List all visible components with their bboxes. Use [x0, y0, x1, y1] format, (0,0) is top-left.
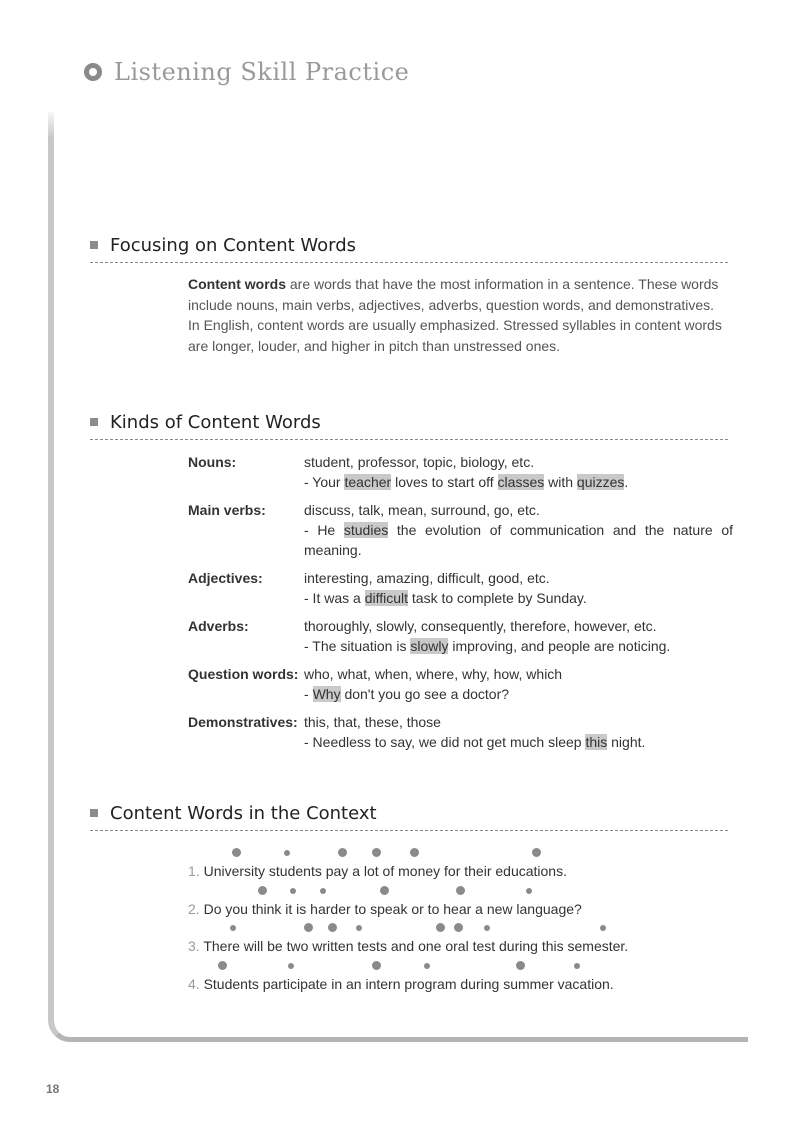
- stress-dot-icon: [424, 963, 430, 969]
- stress-dot-icon: [328, 923, 337, 932]
- context-sentences: [188, 848, 708, 998]
- section-context: [90, 800, 728, 831]
- context-sentence: [188, 886, 708, 924]
- example-text: - Needless to say, we did not get much sleep: [304, 734, 586, 750]
- example-text: the evolution of communication and the nature of meaning.: [304, 522, 733, 558]
- square-bullet-icon: [90, 241, 98, 249]
- section-focusing: [90, 232, 728, 263]
- highlighted-word: this: [585, 734, 608, 750]
- example-sentence: [304, 636, 733, 656]
- example-text: loves to start off: [391, 474, 498, 490]
- example-sentence: [304, 588, 733, 608]
- highlighted-word: teacher: [344, 474, 392, 490]
- kind-label: Adjectives:: [188, 570, 263, 586]
- focusing-paragraph: [188, 274, 728, 356]
- circle-bullet-icon: [84, 63, 102, 81]
- highlighted-word: studies: [343, 522, 389, 538]
- stress-dot-icon: [454, 923, 463, 932]
- sentence-text: There will be two written tests and one oral test during this semester.: [199, 938, 629, 954]
- section-kinds: [90, 409, 728, 440]
- highlighted-word: slowly: [410, 638, 449, 654]
- lead-term: Content words: [188, 276, 286, 292]
- context-sentence: [188, 848, 708, 886]
- kind-label: Nouns:: [188, 454, 237, 470]
- kind-examples-list: interesting, amazing, difficult, good, etc.: [304, 570, 550, 586]
- stress-dot-icon: [338, 848, 347, 857]
- example-text: task to complete by Sunday.: [408, 590, 587, 606]
- sentence-text: Do you think it is harder to speak or to hear a new language?: [199, 900, 582, 917]
- stress-dot-icon: [410, 848, 419, 857]
- dashed-divider: [90, 439, 728, 440]
- sentence-number: 2.: [188, 900, 200, 917]
- example-text: night.: [607, 734, 646, 750]
- section-title: Focusing on Content Words: [110, 234, 357, 256]
- sentence-number: 3.: [188, 938, 200, 954]
- highlighted-word: classes: [497, 474, 545, 490]
- section-title: Content Words in the Context: [110, 802, 377, 824]
- example-sentence: [304, 472, 733, 492]
- sentence-number: 4.: [188, 975, 200, 992]
- stress-dot-icon: [600, 925, 606, 931]
- dashed-divider: [90, 262, 728, 263]
- context-sentence: [188, 923, 708, 961]
- kind-row: [188, 712, 733, 752]
- square-bullet-icon: [90, 809, 98, 817]
- stress-dot-icon: [356, 925, 362, 931]
- example-text: don't you go see a doctor?: [340, 686, 510, 702]
- stress-dot-icon: [288, 963, 294, 969]
- example-sentence: [304, 684, 733, 704]
- highlighted-word: Why: [312, 686, 341, 702]
- stress-dot-icon: [516, 961, 525, 970]
- stress-dot-icon: [304, 923, 313, 932]
- kind-row: [188, 500, 733, 560]
- example-text: - Your: [304, 474, 345, 490]
- kind-label: Adverbs:: [188, 618, 249, 634]
- kind-examples-list: who, what, when, where, why, how, which: [304, 666, 563, 682]
- example-text: - He: [304, 522, 344, 538]
- stress-dot-icon: [218, 961, 227, 970]
- kind-examples-list: discuss, talk, mean, surround, go, etc.: [304, 502, 540, 518]
- example-text: improving, and people are noticing.: [448, 638, 671, 654]
- stress-dot-icon: [532, 848, 541, 857]
- stress-dot-icon: [320, 888, 326, 894]
- kind-label: Main verbs:: [188, 502, 266, 518]
- kind-examples-list: student, professor, topic, biology, etc.: [304, 454, 535, 470]
- example-text: - It was a: [304, 590, 365, 606]
- sentence-number: 1.: [188, 863, 200, 879]
- highlighted-word: quizzes: [576, 474, 625, 490]
- kind-examples-list: this, that, these, those: [304, 714, 441, 730]
- example-text: with: [544, 474, 577, 490]
- stress-dot-icon: [284, 850, 290, 856]
- stress-dot-icon: [372, 961, 381, 970]
- section-title: Kinds of Content Words: [110, 411, 321, 433]
- example-text: .: [624, 474, 629, 490]
- page-header: [84, 58, 409, 86]
- example-text: -: [304, 686, 313, 702]
- kind-row: [188, 452, 733, 492]
- example-text: - The situation is: [304, 638, 411, 654]
- example-sentence: [304, 520, 733, 560]
- page-title: Listening Skill Practice: [114, 58, 410, 86]
- kind-row: [188, 664, 733, 704]
- kind-row: [188, 568, 733, 608]
- stress-dot-icon: [484, 925, 490, 931]
- stress-dot-icon: [456, 886, 465, 895]
- paragraph-text: are words that have the most information in a sentence. These words include nouns, main verbs, adjectives, adverbs, question words, and demonstratives. In English, content words are usually emphasized. Stressed syllables in content words are longer, louder, and higher in pitch than unstressed ones.: [188, 276, 722, 354]
- kinds-table: [188, 452, 733, 760]
- kind-examples-list: thoroughly, slowly, consequently, therefore, however, etc.: [304, 618, 657, 634]
- stress-dot-icon: [230, 925, 236, 931]
- stress-dot-icon: [436, 923, 445, 932]
- stress-dot-icon: [258, 886, 267, 895]
- stress-dot-icon: [232, 848, 241, 857]
- example-sentence: [304, 732, 733, 752]
- kind-label: Question words:: [188, 666, 299, 682]
- page-number: 18: [46, 1082, 60, 1096]
- kind-label: Demonstratives:: [188, 714, 298, 730]
- stress-dot-icon: [526, 888, 532, 894]
- stress-dot-icon: [290, 888, 296, 894]
- highlighted-word: difficult: [364, 590, 409, 606]
- sentence-text: Students participate in an intern program during summer vacation.: [199, 975, 614, 992]
- kind-row: [188, 616, 733, 656]
- sentence-text: University students pay a lot of money for their educations.: [199, 863, 567, 879]
- dashed-divider: [90, 830, 728, 831]
- stress-dot-icon: [372, 848, 381, 857]
- stress-dot-icon: [380, 886, 389, 895]
- context-sentence: [188, 961, 708, 999]
- square-bullet-icon: [90, 418, 98, 426]
- stress-dot-icon: [574, 963, 580, 969]
